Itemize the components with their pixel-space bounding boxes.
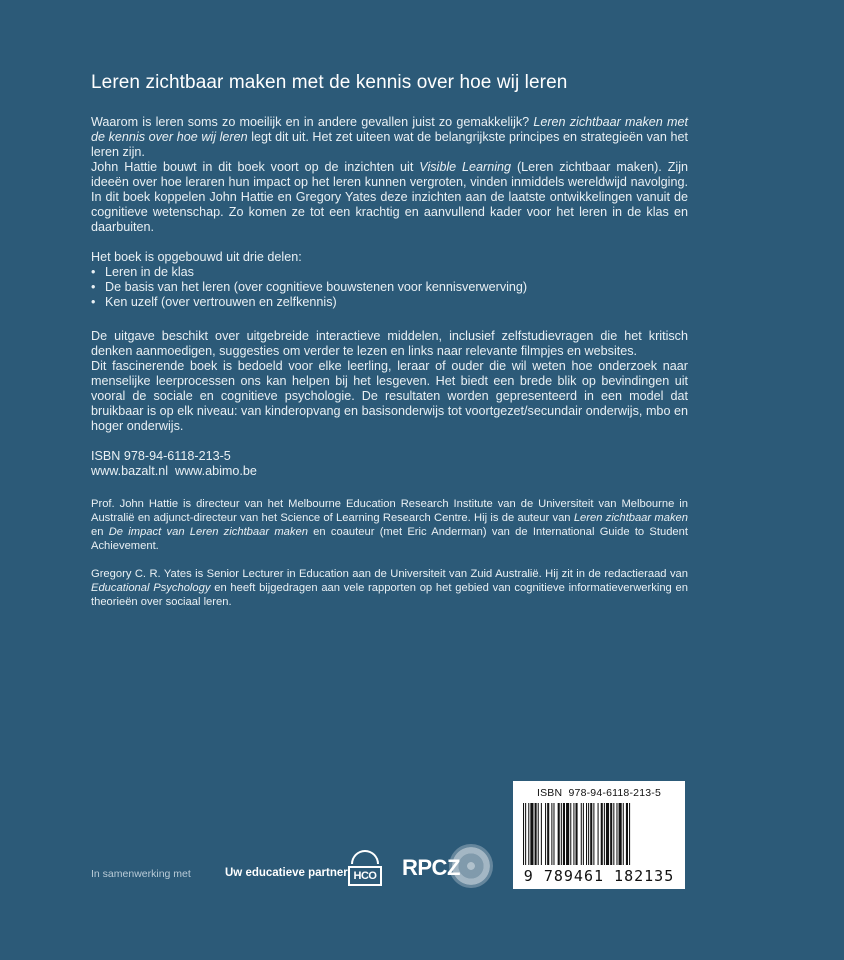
bio-hattie [91,497,688,553]
barcode-bar [530,803,533,865]
back-cover-text [91,72,688,609]
barcode-bar [558,803,560,865]
barcode-bar [623,803,624,865]
barcode-bar [601,803,603,865]
partner-tagline: Uw educatieve partner [225,867,348,879]
bio-text: en [91,526,109,538]
parts-list [91,265,688,310]
barcode-bar [561,803,562,865]
barcode-bar [583,803,584,865]
isbn-barcode [513,781,685,889]
hco-logo [348,850,382,888]
hco-logo-text: HCO [348,866,382,886]
barcode-bar [573,803,574,865]
barcode-bar [619,803,622,865]
barcode-bar [588,803,589,865]
resources-paragraph: De uitgave beschikt over uitgebreide interactieve middelen, inclusief zelfstudievragen die het kritisch denken aanmoedigen, suggesties om verder te lezen en links naar relevante filmpjes en websites. [91,329,688,358]
barcode-bar [523,803,524,865]
barcode-bar [610,803,612,865]
barcode-bar [616,803,617,865]
barcode-number: 9 789461 182135 [523,867,675,885]
barcode-bar [525,803,526,865]
barcode-bar [551,803,552,865]
book-title: Leren zichtbaar maken met de kennis over hoe wij leren [91,72,568,93]
barcode-isbn-label: ISBN 978-94-6118-213-5 [536,787,662,799]
barcode-bars [523,803,675,867]
intro2-text: John Hattie bouwt in dit boek voort op de inzichten uit [91,160,420,174]
bio-text: en coauteur (met Eric Anderman) van de International Guide to Student Achievement. [91,526,688,552]
barcode-bar [563,803,565,865]
bio-book-italic: Leren zichtbaar maken [573,512,688,524]
list-item: • Ken uzelf (over vertrouwen en zelfkennis) [91,295,688,310]
journal-italic: Educational Psychology [91,582,211,594]
list-item: • Leren in de klas [91,265,688,280]
barcode-bar [570,803,571,865]
collaboration-label: In samenwerking met [91,868,191,880]
list-item: • De basis van het leren (over cognitieve bouwstenen voor kennisverwerving) [91,280,688,295]
rpcz-logo [402,840,497,892]
intro-text: Waarom is leren soms zo moeilijk en in andere gevallen juist zo gemakkelijk? [91,115,534,129]
hco-logo-arc [351,850,379,864]
barcode-bar [547,803,549,865]
bio-text: en heeft bijgedragen aan vele rapporten op het gebied van cognitieve informatieverwerking en theorieën over sociaal leren. [91,582,688,608]
barcode-bar [629,803,630,865]
barcode-bar [545,803,546,865]
intro-paragraph-2 [91,160,688,235]
websites-line: www.bazalt.nl www.abimo.be [91,464,257,478]
bio-text: Prof. John Hattie is directeur van het Melbourne Education Research Institute van de Universiteit van Melbourne in Australië en adjunct-directeur van het Science of Learning Research Centre. Hij is de auteur van [91,498,688,524]
barcode-bar [590,803,592,865]
bio-yates [91,567,688,609]
barcode-bar [606,803,609,865]
barcode-bar [535,803,537,865]
barcode-bar [528,803,529,865]
barcode-bar [581,803,582,865]
intro-paragraph-1 [91,115,688,160]
intro2-text-cont: (Leren zichtbaar maken). Zijn ideeën over hoe leraren hun impact op het leren kunnen vergroten, vinden inmiddels wereldwijd navolging. In dit boek koppelen John Hattie en Gregory Yates deze inzichten aan de laatste ontwikkelingen vanuit de cognitieve wetenschap. Zo komen ze tot een krachtig en aanvullend kader voor het leren in de klas en daarbuiten. [91,160,689,234]
barcode-bar [604,803,605,865]
barcode-bar [626,803,628,865]
barcode-bar [593,803,594,865]
intro-title-italic: Leren zichtbaar maken met de kennis over hoe wij leren [91,115,688,144]
barcode-bar [566,803,569,865]
bio-book-italic: De impact van Leren zichtbaar maken [108,526,308,538]
barcode-bar [586,803,587,865]
parts-intro: Het boek is opgebouwd uit drie delen: [91,250,302,264]
barcode-bar [613,803,614,865]
barcode-bar [541,803,542,865]
barcode-bar [553,803,554,865]
barcode-bar [538,803,539,865]
bio-text: Gregory C. R. Yates is Senior Lecturer in Education aan de Universiteit van Zuid Australië. Hij zit in de redactieraad van [91,568,688,580]
barcode-bar [598,803,599,865]
visible-learning-italic: Visible Learning [419,160,512,174]
barcode-bar [576,803,578,865]
audience-paragraph: Dit fascinerende boek is bedoeld voor elke leerling, leraar of ouder die wil weten hoe onderzoek naar menselijke leerprocessen ons kan helpen bij het lesgeven. Het biedt een brede blik op bevindingen uit vooral de sociale en cognitieve psychologie. De resultaten worden gepresenteerd in een model dat bruikbaar is op elk niveau: van kinderopvang en basisonderwijs tot voortgezet/secundair onderwijs, mbo en hoger onderwijs. [91,359,688,433]
rpcz-logo-text: RPCZ [402,855,460,880]
intro-text-cont: legt dit uit. Het zet uiteen wat de belangrijkste principes en strategieën van het leren zijn. [91,130,688,159]
isbn-line: ISBN 978-94-6118-213-5 [91,449,231,463]
